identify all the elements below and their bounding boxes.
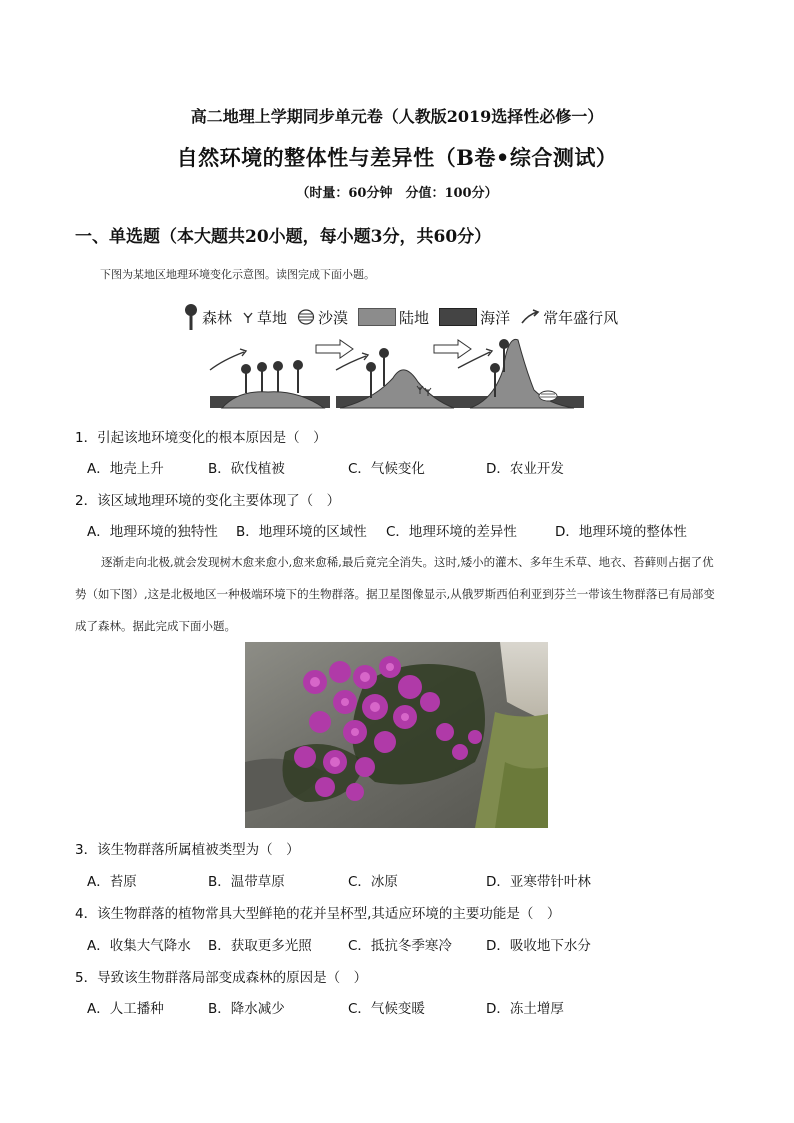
section-title: 一、单选题（本大题共20小题，每小题3分，共60分） <box>75 227 492 247</box>
question-4: 4．该生物群落的植物常具大型鲜艳的花并呈杯型,其适应环境的主要功能是（ ） <box>75 906 561 922</box>
q4-option-b[interactable]: B．获取更多光照 <box>208 938 312 954</box>
stage-arrow-2 <box>434 340 471 358</box>
q1-option-b[interactable]: B．砍伐植被 <box>208 461 285 477</box>
q2-option-c[interactable]: C．地理环境的差异性 <box>386 524 517 540</box>
legend-wind: 常年盛行风 <box>520 307 618 328</box>
stage-2-panel <box>336 348 458 408</box>
diagram-legend <box>183 303 624 331</box>
question-1: 1．引起该地环境变化的根本原因是（ ） <box>75 430 327 446</box>
question-2: 2．该区域地理环境的变化主要体现了（ ） <box>75 493 341 509</box>
q3-option-b[interactable]: B．温带草原 <box>208 874 285 890</box>
question-5: 5．导致该生物群落局部变成森林的原因是（ ） <box>75 970 368 986</box>
q4-option-d[interactable]: D．吸收地下水分 <box>486 938 591 954</box>
series-title: 高二地理上学期同步单元卷（人教版2019选择性必修一） <box>190 107 604 126</box>
legend-sea: 海洋 <box>439 307 510 328</box>
question-3: 3．该生物群落所属植被类型为（ ） <box>75 842 300 858</box>
q5-option-d[interactable]: D．冻土增厚 <box>486 1001 564 1017</box>
q2-option-d[interactable]: D．地理环境的整体性 <box>555 524 687 540</box>
q5-option-b[interactable]: B．降水减少 <box>208 1001 285 1017</box>
tree-icon <box>183 303 199 331</box>
desert-icon <box>297 308 315 326</box>
wind-arrow-icon <box>520 309 540 325</box>
q2-option-a[interactable]: A．地理环境的独特性 <box>87 524 218 540</box>
q1-option-a[interactable]: A．地壳上升 <box>87 461 164 477</box>
grass-icon <box>242 310 254 324</box>
q2-option-b[interactable]: B．地理环境的区域性 <box>236 524 367 540</box>
q5-option-a[interactable]: A．人工播种 <box>87 1001 164 1017</box>
q4-option-a[interactable]: A．收集大气降水 <box>87 938 191 954</box>
q3-option-d[interactable]: D．亚寒带针叶林 <box>486 874 591 890</box>
time-score: （时量：60分钟 分值：100分） <box>296 186 498 201</box>
q5-option-c[interactable]: C．气候变暖 <box>348 1001 425 1017</box>
land-swatch <box>358 308 396 326</box>
diagram-intro: 下图为某地区地理环境变化示意图。读图完成下面小题。 <box>100 268 375 281</box>
legend-grass: 草地 <box>242 307 287 328</box>
q3-option-c[interactable]: C．冰原 <box>348 874 398 890</box>
main-title: 自然环境的整体性与差异性（B卷•综合测试） <box>176 145 618 170</box>
q4-option-c[interactable]: C．抵抗冬季寒冷 <box>348 938 452 954</box>
tundra-paragraph: 逐渐走向北极,就会发现树木愈来愈小,愈来愈稀,最后竟完全消失。这时,矮小的灌木、多年生禾草、地衣、苔藓则占据了优势（如下图）,这是北极地区一种极端环境下的生物群落。据卫星图像显示,从俄罗斯西伯利亚到芬兰一带该生物群落已有局部变成了森林。据此完成下面小题。 <box>75 555 715 633</box>
q1-option-c[interactable]: C．气候变化 <box>348 461 425 477</box>
q1-option-d[interactable]: D．农业开发 <box>486 461 564 477</box>
sea-swatch <box>439 308 477 326</box>
legend-forest: 森林 <box>183 303 232 331</box>
q3-option-a[interactable]: A．苔原 <box>87 874 137 890</box>
environment-change-diagram <box>208 330 588 412</box>
stage-arrow-1 <box>316 340 353 358</box>
legend-land: 陆地 <box>358 307 429 328</box>
stage-3-panel <box>458 339 584 408</box>
stage-1-panel <box>210 349 330 408</box>
legend-desert: 沙漠 <box>297 307 348 328</box>
tundra-flower-photo <box>245 642 548 828</box>
